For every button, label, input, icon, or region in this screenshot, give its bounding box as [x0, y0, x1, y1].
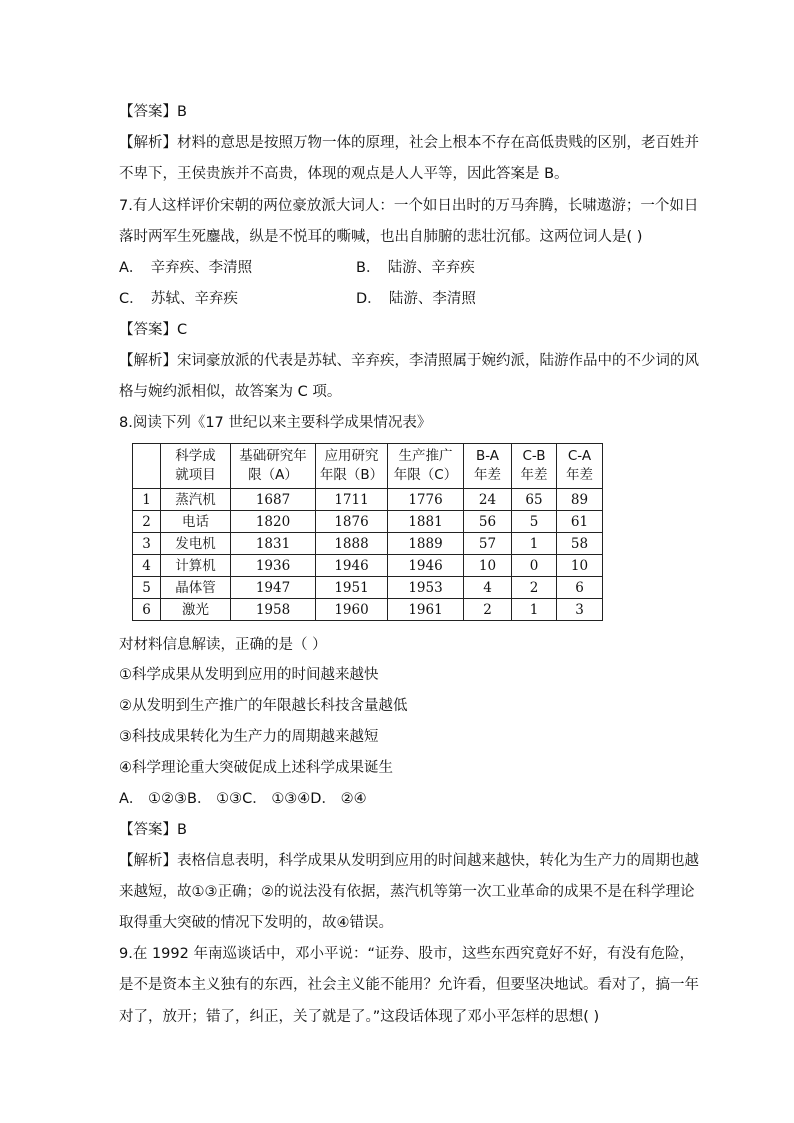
table-cell: 0	[512, 555, 557, 577]
table-cell: 4	[464, 577, 512, 599]
table-cell: 6	[557, 577, 603, 599]
table-header-cell: 科学成 就项目	[161, 444, 231, 489]
table-cell: 蒸汽机	[161, 489, 231, 511]
table-cell: 5	[512, 511, 557, 533]
table-cell: 电话	[161, 511, 231, 533]
table-cell: 1711	[316, 489, 388, 511]
table-cell: 1946	[388, 555, 464, 577]
table-row	[133, 511, 603, 533]
table-header-cell: 生产推广 年限（C）	[388, 444, 464, 489]
q8-answer: 【答案】B	[119, 822, 187, 838]
table-cell: 1936	[231, 555, 316, 577]
q8-item-2: ②从发明到生产推广的年限越长科技含量越低	[119, 698, 408, 714]
table-cell: 1951	[316, 577, 388, 599]
table-cell: 发电机	[161, 533, 231, 555]
table-cell: 1	[512, 599, 557, 621]
science-achievements-table	[132, 443, 603, 621]
q8-options: A． ①②③B． ①③C． ①③④D． ②④	[119, 791, 367, 807]
table-row	[133, 489, 603, 511]
table-cell: 10	[557, 555, 603, 577]
q7-analysis-line-1: 【解析】宋词豪放派的代表是苏轼、辛弃疾，李清照属于婉约派，陆游作品中的不少词的风	[119, 353, 699, 369]
table-cell: 2	[464, 599, 512, 621]
table-header-cell	[133, 444, 161, 489]
table-cell: 1820	[231, 511, 316, 533]
table-cell: 1947	[231, 577, 316, 599]
table-cell: 1687	[231, 489, 316, 511]
table-cell: 1831	[231, 533, 316, 555]
table-cell: 24	[464, 489, 512, 511]
table-cell: 2	[512, 577, 557, 599]
table-cell: 1960	[316, 599, 388, 621]
q7-option-b: B． 陆游、辛弃疾	[356, 260, 475, 276]
table-cell: 1	[512, 533, 557, 555]
q7-option-c: C． 苏轼、辛弃疾	[119, 291, 238, 307]
table-cell: 1888	[316, 533, 388, 555]
table-cell: 89	[557, 489, 603, 511]
table-cell: 4	[133, 555, 161, 577]
q9-stem-line-1: 9.在 1992 年南巡谈话中，邓小平说：“证券、股市，这些东西究竟好不好，有没有危险，	[119, 946, 694, 962]
table-header-cell: 基础研究年 限（A）	[231, 444, 316, 489]
table-cell: 1958	[231, 599, 316, 621]
table-cell: 61	[557, 511, 603, 533]
table-cell: 1946	[316, 555, 388, 577]
q6-answer: 【答案】B	[119, 104, 187, 120]
q7-option-a: A． 辛弃疾、李清照	[119, 260, 253, 276]
table-header-cell: C-B 年差	[512, 444, 557, 489]
table-row	[133, 577, 603, 599]
table-cell: 3	[133, 533, 161, 555]
table-cell: 6	[133, 599, 161, 621]
q8-prompt: 对材料信息解读，正确的是（ ）	[119, 637, 327, 653]
table-cell: 3	[557, 599, 603, 621]
q8-stem: 8.阅读下列《17 世纪以来主要科学成果情况表》	[119, 415, 432, 431]
q7-stem-line-2: 落时两军生死鏖战，纵是不悦耳的嘶喊，也出自肺腑的悲壮沉郁。这两位词人是( )	[119, 229, 643, 245]
table-cell: 57	[464, 533, 512, 555]
table-cell: 1	[133, 489, 161, 511]
table-cell: 1953	[388, 577, 464, 599]
q8-analysis-line-2: 来越短，故①③正确；②的说法没有依据，蒸汽机等第一次工业革命的成果不是在科学理论	[119, 884, 695, 900]
table-row	[133, 533, 603, 555]
q8-analysis-line-1: 【解析】表格信息表明，科学成果从发明到应用的时间越来越快，转化为生产力的周期也越	[119, 853, 699, 869]
table-cell: 1881	[388, 511, 464, 533]
table-cell: 1889	[388, 533, 464, 555]
table-header-cell: C-A 年差	[557, 444, 603, 489]
table-cell: 激光	[161, 599, 231, 621]
table-cell: 2	[133, 511, 161, 533]
q8-item-3: ③科技成果转化为生产力的周期越来越短	[119, 729, 379, 745]
table-row	[133, 555, 603, 577]
table-cell: 1876	[316, 511, 388, 533]
table-cell: 计算机	[161, 555, 231, 577]
table-header-row	[133, 444, 603, 489]
q6-analysis-line-2: 不卑下，王侯贵族并不高贵，体现的观点是人人平等，因此答案是 B。	[119, 166, 569, 182]
q8-item-4: ④科学理论重大突破促成上述科学成果诞生	[119, 760, 393, 776]
table-header-cell: 应用研究 年限（B）	[316, 444, 388, 489]
q8-analysis-line-3: 取得重大突破的情况下发明的，故④错误。	[119, 915, 393, 931]
table-cell: 56	[464, 511, 512, 533]
q8-item-1: ①科学成果从发明到应用的时间越来越快	[119, 667, 379, 683]
q7-stem-line-1: 7.有人这样评价宋朝的两位豪放派大词人：一个如日出时的万马奔腾，长啸遨游；一个如日	[119, 198, 699, 214]
table-cell: 1776	[388, 489, 464, 511]
table-cell: 10	[464, 555, 512, 577]
table-cell: 5	[133, 577, 161, 599]
q7-answer: 【答案】C	[119, 322, 188, 338]
table-header-cell: B-A 年差	[464, 444, 512, 489]
q7-option-d: D． 陆游、李清照	[356, 291, 476, 307]
table-cell: 1961	[388, 599, 464, 621]
q6-analysis-line-1: 【解析】材料的意思是按照万物一体的原理，社会上根本不存在高低贵贱的区别，老百姓并	[119, 135, 699, 151]
table-cell: 65	[512, 489, 557, 511]
q7-analysis-line-2: 格与婉约派相似，故答案为 C 项。	[119, 384, 342, 400]
table-cell: 58	[557, 533, 603, 555]
q9-stem-line-2: 是不是资本主义独有的东西，社会主义能不能用？允许看，但要坚决地试。看对了，搞一年	[119, 977, 699, 993]
table-cell: 晶体管	[161, 577, 231, 599]
table-row	[133, 599, 603, 621]
q9-stem-line-3: 对了，放开；错了，纠正，关了就是了。”这段话体现了邓小平怎样的思想( )	[119, 1009, 600, 1025]
